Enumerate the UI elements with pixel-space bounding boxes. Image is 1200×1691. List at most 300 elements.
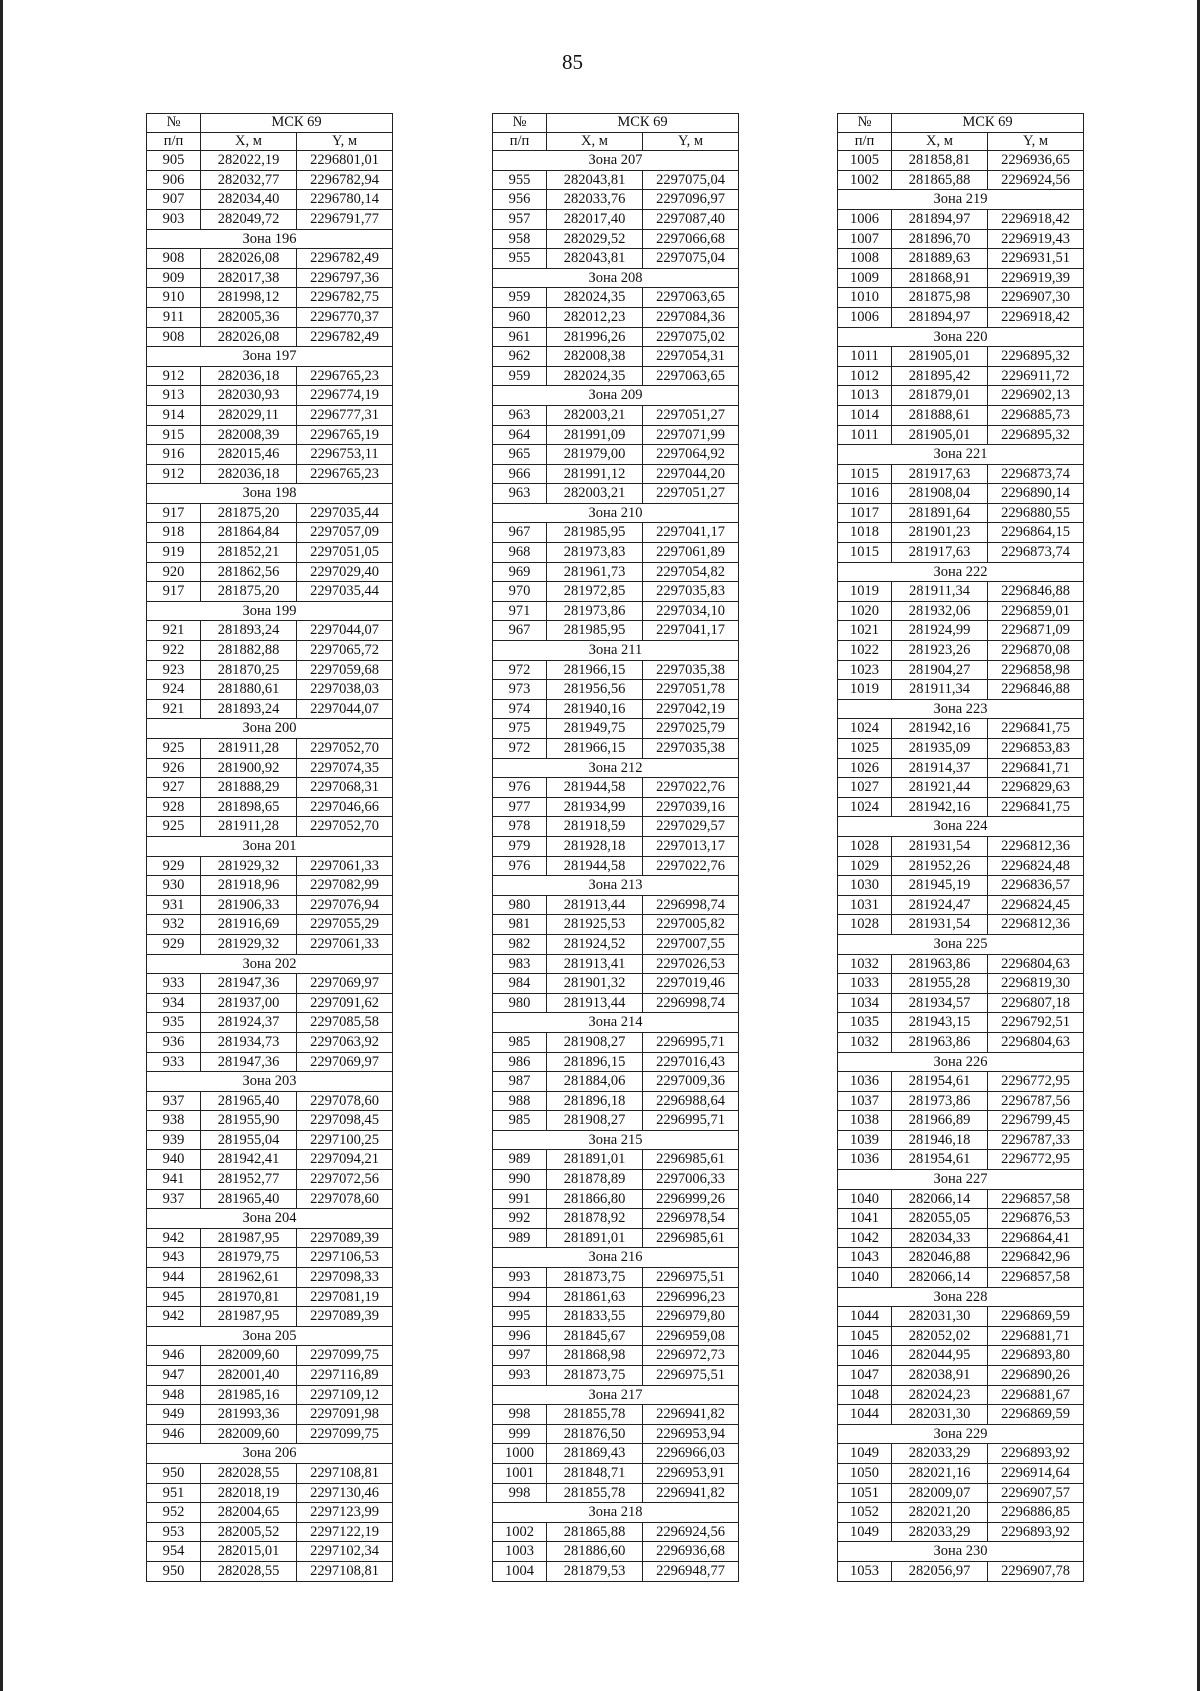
table-row bbox=[838, 680, 1084, 700]
table-row bbox=[493, 1424, 739, 1444]
x-coordinate: 282003,21 bbox=[547, 484, 643, 504]
zone-row bbox=[838, 1424, 1084, 1444]
point-number: 946 bbox=[147, 1346, 201, 1366]
x-coordinate: 281913,41 bbox=[547, 954, 643, 974]
x-coordinate: 281916,69 bbox=[201, 915, 297, 935]
table-row bbox=[838, 1366, 1084, 1386]
x-coordinate: 281946,18 bbox=[892, 1130, 988, 1150]
y-coordinate: 2297005,82 bbox=[643, 915, 739, 935]
header-pp: п/п bbox=[493, 132, 547, 151]
table-row bbox=[838, 719, 1084, 739]
point-number: 997 bbox=[493, 1346, 547, 1366]
table-row bbox=[493, 1189, 739, 1209]
y-coordinate: 2297078,60 bbox=[297, 1091, 393, 1111]
table-row bbox=[493, 974, 739, 994]
zone-row bbox=[147, 954, 393, 974]
point-number: 1036 bbox=[838, 1150, 892, 1170]
x-coordinate: 281940,16 bbox=[547, 699, 643, 719]
point-number: 1024 bbox=[838, 797, 892, 817]
x-coordinate: 281942,41 bbox=[201, 1150, 297, 1170]
table-row bbox=[838, 1385, 1084, 1405]
table-row bbox=[147, 543, 393, 563]
zone-label: Зона 230 bbox=[838, 1542, 1084, 1562]
table-row bbox=[838, 915, 1084, 935]
x-coordinate: 281918,96 bbox=[201, 876, 297, 896]
point-number: 1042 bbox=[838, 1228, 892, 1248]
y-coordinate: 2296841,71 bbox=[988, 758, 1084, 778]
y-coordinate: 2297065,72 bbox=[297, 641, 393, 661]
y-coordinate: 2297042,19 bbox=[643, 699, 739, 719]
point-number: 960 bbox=[493, 307, 547, 327]
point-number: 1041 bbox=[838, 1209, 892, 1229]
table-row bbox=[493, 425, 739, 445]
y-coordinate: 2297035,38 bbox=[643, 739, 739, 759]
table-row bbox=[493, 209, 739, 229]
y-coordinate: 2296801,01 bbox=[297, 151, 393, 171]
y-coordinate: 2296782,49 bbox=[297, 327, 393, 347]
y-coordinate: 2297082,99 bbox=[297, 876, 393, 896]
header-num: № bbox=[147, 114, 201, 133]
table-row bbox=[838, 1561, 1084, 1581]
x-coordinate: 282024,35 bbox=[547, 288, 643, 308]
y-coordinate: 2297078,60 bbox=[297, 1189, 393, 1209]
x-coordinate: 282008,39 bbox=[201, 425, 297, 445]
x-coordinate: 281873,75 bbox=[547, 1366, 643, 1386]
point-number: 919 bbox=[147, 543, 201, 563]
table-row bbox=[493, 915, 739, 935]
zone-label: Зона 225 bbox=[838, 934, 1084, 954]
table-row bbox=[147, 1542, 393, 1562]
y-coordinate: 2296782,75 bbox=[297, 288, 393, 308]
y-coordinate: 2296893,80 bbox=[988, 1346, 1084, 1366]
y-coordinate: 2297076,94 bbox=[297, 895, 393, 915]
y-coordinate: 2297089,39 bbox=[297, 1228, 393, 1248]
table-row bbox=[493, 797, 739, 817]
table-row bbox=[838, 1091, 1084, 1111]
table-row bbox=[838, 503, 1084, 523]
x-coordinate: 282021,16 bbox=[892, 1463, 988, 1483]
x-coordinate: 281908,27 bbox=[547, 1111, 643, 1131]
y-coordinate: 2296936,65 bbox=[988, 151, 1084, 171]
y-coordinate: 2296919,43 bbox=[988, 229, 1084, 249]
zone-row bbox=[147, 601, 393, 621]
table-row bbox=[838, 1307, 1084, 1327]
zone-label: Зона 197 bbox=[147, 347, 393, 367]
x-coordinate: 281925,53 bbox=[547, 915, 643, 935]
point-number: 996 bbox=[493, 1326, 547, 1346]
point-number: 937 bbox=[147, 1091, 201, 1111]
point-number: 1036 bbox=[838, 1072, 892, 1092]
table-row bbox=[838, 1405, 1084, 1425]
x-coordinate: 282034,40 bbox=[201, 190, 297, 210]
x-coordinate: 281929,32 bbox=[201, 856, 297, 876]
x-coordinate: 281911,28 bbox=[201, 817, 297, 837]
y-coordinate: 2297100,25 bbox=[297, 1130, 393, 1150]
table-row bbox=[493, 1209, 739, 1229]
zone-label: Зона 229 bbox=[838, 1424, 1084, 1444]
table-row bbox=[147, 386, 393, 406]
table-row bbox=[838, 1228, 1084, 1248]
y-coordinate: 2296772,95 bbox=[988, 1150, 1084, 1170]
point-number: 911 bbox=[147, 307, 201, 327]
y-coordinate: 2297130,46 bbox=[297, 1483, 393, 1503]
zone-label: Зона 210 bbox=[493, 503, 739, 523]
x-coordinate: 281855,78 bbox=[547, 1405, 643, 1425]
point-number: 1037 bbox=[838, 1091, 892, 1111]
x-coordinate: 281954,61 bbox=[892, 1150, 988, 1170]
table-row bbox=[147, 1561, 393, 1581]
x-coordinate: 282004,65 bbox=[201, 1503, 297, 1523]
x-coordinate: 282056,97 bbox=[892, 1561, 988, 1581]
y-coordinate: 2296846,88 bbox=[988, 680, 1084, 700]
y-coordinate: 2297099,75 bbox=[297, 1346, 393, 1366]
y-coordinate: 2296774,19 bbox=[297, 386, 393, 406]
zone-row bbox=[493, 1248, 739, 1268]
x-coordinate: 281855,78 bbox=[547, 1483, 643, 1503]
header-x: X, м bbox=[547, 132, 643, 151]
table-row bbox=[493, 1326, 739, 1346]
table-row bbox=[493, 856, 739, 876]
table-row bbox=[493, 1287, 739, 1307]
y-coordinate: 2296841,75 bbox=[988, 797, 1084, 817]
zone-row bbox=[493, 876, 739, 896]
zone-label: Зона 223 bbox=[838, 699, 1084, 719]
table-row bbox=[147, 856, 393, 876]
table-row bbox=[493, 778, 739, 798]
point-number: 1052 bbox=[838, 1503, 892, 1523]
point-number: 1019 bbox=[838, 582, 892, 602]
table-row bbox=[147, 1189, 393, 1209]
y-coordinate: 2296836,57 bbox=[988, 876, 1084, 896]
y-coordinate: 2296857,58 bbox=[988, 1268, 1084, 1288]
point-number: 981 bbox=[493, 915, 547, 935]
zone-label: Зона 228 bbox=[838, 1287, 1084, 1307]
y-coordinate: 2296890,14 bbox=[988, 484, 1084, 504]
y-coordinate: 2297051,05 bbox=[297, 543, 393, 563]
y-coordinate: 2297106,53 bbox=[297, 1248, 393, 1268]
table-row bbox=[147, 366, 393, 386]
table-row bbox=[838, 1032, 1084, 1052]
y-coordinate: 2297109,12 bbox=[297, 1385, 393, 1405]
y-coordinate: 2296869,59 bbox=[988, 1307, 1084, 1327]
point-number: 999 bbox=[493, 1424, 547, 1444]
y-coordinate: 2296914,64 bbox=[988, 1463, 1084, 1483]
point-number: 1002 bbox=[838, 170, 892, 190]
table-row bbox=[147, 1170, 393, 1190]
x-coordinate: 281996,26 bbox=[547, 327, 643, 347]
table-row bbox=[493, 680, 739, 700]
table-row bbox=[838, 170, 1084, 190]
table-row bbox=[147, 993, 393, 1013]
y-coordinate: 2297064,92 bbox=[643, 445, 739, 465]
x-coordinate: 281987,95 bbox=[201, 1307, 297, 1327]
x-coordinate: 281937,00 bbox=[201, 993, 297, 1013]
y-coordinate: 2297108,81 bbox=[297, 1561, 393, 1581]
x-coordinate: 281861,63 bbox=[547, 1287, 643, 1307]
zone-row bbox=[493, 758, 739, 778]
table-row bbox=[147, 778, 393, 798]
x-coordinate: 281879,53 bbox=[547, 1561, 643, 1581]
x-coordinate: 281944,58 bbox=[547, 856, 643, 876]
x-coordinate: 282003,21 bbox=[547, 405, 643, 425]
table-row bbox=[147, 1248, 393, 1268]
table-row bbox=[147, 582, 393, 602]
table-row bbox=[147, 327, 393, 347]
point-number: 920 bbox=[147, 562, 201, 582]
table-row bbox=[493, 190, 739, 210]
table-row bbox=[147, 445, 393, 465]
zone-row bbox=[838, 445, 1084, 465]
zone-label: Зона 196 bbox=[147, 229, 393, 249]
table-row bbox=[147, 405, 393, 425]
table-row bbox=[493, 170, 739, 190]
point-number: 956 bbox=[493, 190, 547, 210]
y-coordinate: 2296804,63 bbox=[988, 1032, 1084, 1052]
point-number: 940 bbox=[147, 1150, 201, 1170]
point-number: 1006 bbox=[838, 209, 892, 229]
point-number: 1011 bbox=[838, 425, 892, 445]
x-coordinate: 281891,64 bbox=[892, 503, 988, 523]
point-number: 1044 bbox=[838, 1307, 892, 1327]
zone-row bbox=[838, 190, 1084, 210]
x-coordinate: 281934,57 bbox=[892, 993, 988, 1013]
point-number: 954 bbox=[147, 1542, 201, 1562]
table-row bbox=[493, 1463, 739, 1483]
table-row bbox=[147, 1091, 393, 1111]
point-number: 973 bbox=[493, 680, 547, 700]
point-number: 939 bbox=[147, 1130, 201, 1150]
x-coordinate: 281878,92 bbox=[547, 1209, 643, 1229]
y-coordinate: 2297035,44 bbox=[297, 503, 393, 523]
x-coordinate: 282049,72 bbox=[201, 209, 297, 229]
zone-label: Зона 199 bbox=[147, 601, 393, 621]
table-row bbox=[838, 641, 1084, 661]
y-coordinate: 2296864,15 bbox=[988, 523, 1084, 543]
x-coordinate: 281894,97 bbox=[892, 209, 988, 229]
point-number: 935 bbox=[147, 1013, 201, 1033]
point-number: 945 bbox=[147, 1287, 201, 1307]
point-number: 912 bbox=[147, 366, 201, 386]
x-coordinate: 282009,60 bbox=[201, 1346, 297, 1366]
point-number: 959 bbox=[493, 288, 547, 308]
y-coordinate: 2297063,65 bbox=[643, 288, 739, 308]
y-coordinate: 2296791,77 bbox=[297, 209, 393, 229]
x-coordinate: 281905,01 bbox=[892, 347, 988, 367]
table-row bbox=[493, 229, 739, 249]
x-coordinate: 281935,09 bbox=[892, 739, 988, 759]
y-coordinate: 2296853,83 bbox=[988, 739, 1084, 759]
x-coordinate: 281970,81 bbox=[201, 1287, 297, 1307]
x-coordinate: 281991,12 bbox=[547, 464, 643, 484]
point-number: 923 bbox=[147, 660, 201, 680]
zone-label: Зона 219 bbox=[838, 190, 1084, 210]
point-number: 962 bbox=[493, 347, 547, 367]
y-coordinate: 2296782,94 bbox=[297, 170, 393, 190]
table-row bbox=[147, 974, 393, 994]
y-coordinate: 2297075,04 bbox=[643, 170, 739, 190]
point-number: 952 bbox=[147, 1503, 201, 1523]
zone-label: Зона 222 bbox=[838, 562, 1084, 582]
point-number: 949 bbox=[147, 1405, 201, 1425]
point-number: 932 bbox=[147, 915, 201, 935]
zone-label: Зона 201 bbox=[147, 836, 393, 856]
header-x: X, м bbox=[201, 132, 297, 151]
y-coordinate: 2296979,80 bbox=[643, 1307, 739, 1327]
x-coordinate: 281961,73 bbox=[547, 562, 643, 582]
header-row bbox=[147, 114, 393, 133]
x-coordinate: 281904,27 bbox=[892, 660, 988, 680]
y-coordinate: 2296966,03 bbox=[643, 1444, 739, 1464]
point-number: 991 bbox=[493, 1189, 547, 1209]
header-row bbox=[493, 114, 739, 133]
y-coordinate: 2297022,76 bbox=[643, 856, 739, 876]
table-row bbox=[493, 582, 739, 602]
point-number: 977 bbox=[493, 797, 547, 817]
y-coordinate: 2296876,53 bbox=[988, 1209, 1084, 1229]
y-coordinate: 2297054,82 bbox=[643, 562, 739, 582]
x-coordinate: 281894,97 bbox=[892, 307, 988, 327]
y-coordinate: 2297057,09 bbox=[297, 523, 393, 543]
y-coordinate: 2296871,09 bbox=[988, 621, 1084, 641]
x-coordinate: 281889,63 bbox=[892, 249, 988, 269]
point-number: 1000 bbox=[493, 1444, 547, 1464]
x-coordinate: 282044,95 bbox=[892, 1346, 988, 1366]
y-coordinate: 2296873,74 bbox=[988, 543, 1084, 563]
table-row bbox=[493, 405, 739, 425]
x-coordinate: 282046,88 bbox=[892, 1248, 988, 1268]
x-coordinate: 281858,81 bbox=[892, 151, 988, 171]
x-coordinate: 282024,23 bbox=[892, 1385, 988, 1405]
x-coordinate: 282043,81 bbox=[547, 249, 643, 269]
y-coordinate: 2297098,45 bbox=[297, 1111, 393, 1131]
y-coordinate: 2296918,42 bbox=[988, 307, 1084, 327]
x-coordinate: 281911,34 bbox=[892, 582, 988, 602]
table-row bbox=[838, 1463, 1084, 1483]
table-row bbox=[838, 739, 1084, 759]
point-number: 993 bbox=[493, 1268, 547, 1288]
point-number: 974 bbox=[493, 699, 547, 719]
x-coordinate: 281901,32 bbox=[547, 974, 643, 994]
coordinates-table bbox=[146, 113, 393, 1582]
zone-label: Зона 215 bbox=[493, 1130, 739, 1150]
y-coordinate: 2296864,41 bbox=[988, 1228, 1084, 1248]
point-number: 1006 bbox=[838, 307, 892, 327]
table-row bbox=[147, 1268, 393, 1288]
header-x: X, м bbox=[892, 132, 988, 151]
point-number: 1002 bbox=[493, 1522, 547, 1542]
x-coordinate: 281901,23 bbox=[892, 523, 988, 543]
table-row bbox=[147, 151, 393, 171]
y-coordinate: 2297044,07 bbox=[297, 699, 393, 719]
point-number: 967 bbox=[493, 621, 547, 641]
y-coordinate: 2296787,33 bbox=[988, 1130, 1084, 1150]
y-coordinate: 2297041,17 bbox=[643, 523, 739, 543]
table-row bbox=[493, 1032, 739, 1052]
table-row bbox=[838, 993, 1084, 1013]
table-row bbox=[147, 1522, 393, 1542]
table-row bbox=[493, 699, 739, 719]
header-y: Y, м bbox=[988, 132, 1084, 151]
table-row bbox=[493, 836, 739, 856]
point-number: 1053 bbox=[838, 1561, 892, 1581]
point-number: 972 bbox=[493, 660, 547, 680]
table-row bbox=[493, 1405, 739, 1425]
zone-row bbox=[147, 719, 393, 739]
header-row bbox=[838, 114, 1084, 133]
x-coordinate: 281875,98 bbox=[892, 288, 988, 308]
zone-row bbox=[838, 699, 1084, 719]
x-coordinate: 281942,16 bbox=[892, 719, 988, 739]
y-coordinate: 2296911,72 bbox=[988, 366, 1084, 386]
y-coordinate: 2296885,73 bbox=[988, 405, 1084, 425]
y-coordinate: 2296941,82 bbox=[643, 1405, 739, 1425]
point-number: 908 bbox=[147, 249, 201, 269]
point-number: 948 bbox=[147, 1385, 201, 1405]
y-coordinate: 2296895,32 bbox=[988, 425, 1084, 445]
point-number: 927 bbox=[147, 778, 201, 798]
point-number: 989 bbox=[493, 1228, 547, 1248]
point-number: 1013 bbox=[838, 386, 892, 406]
table-row bbox=[147, 288, 393, 308]
point-number: 957 bbox=[493, 209, 547, 229]
table-row bbox=[493, 484, 739, 504]
point-number: 972 bbox=[493, 739, 547, 759]
y-coordinate: 2296881,67 bbox=[988, 1385, 1084, 1405]
table-row bbox=[838, 1013, 1084, 1033]
point-number: 1001 bbox=[493, 1463, 547, 1483]
y-coordinate: 2297019,46 bbox=[643, 974, 739, 994]
point-number: 1007 bbox=[838, 229, 892, 249]
point-number: 905 bbox=[147, 151, 201, 171]
point-number: 929 bbox=[147, 856, 201, 876]
point-number: 998 bbox=[493, 1483, 547, 1503]
y-coordinate: 2296824,48 bbox=[988, 856, 1084, 876]
zone-label: Зона 206 bbox=[147, 1444, 393, 1464]
point-number: 1039 bbox=[838, 1130, 892, 1150]
table-row bbox=[838, 484, 1084, 504]
point-number: 928 bbox=[147, 797, 201, 817]
x-coordinate: 281943,15 bbox=[892, 1013, 988, 1033]
x-coordinate: 281913,44 bbox=[547, 993, 643, 1013]
table-row bbox=[838, 895, 1084, 915]
point-number: 942 bbox=[147, 1307, 201, 1327]
y-coordinate: 2297061,33 bbox=[297, 856, 393, 876]
x-coordinate: 281891,01 bbox=[547, 1228, 643, 1248]
point-number: 1027 bbox=[838, 778, 892, 798]
table-row bbox=[147, 1366, 393, 1386]
zone-label: Зона 207 bbox=[493, 151, 739, 171]
y-coordinate: 2297055,29 bbox=[297, 915, 393, 935]
x-coordinate: 281949,75 bbox=[547, 719, 643, 739]
x-coordinate: 281965,40 bbox=[201, 1091, 297, 1111]
table-row bbox=[838, 1503, 1084, 1523]
table-row bbox=[838, 601, 1084, 621]
table-row bbox=[493, 1268, 739, 1288]
y-coordinate: 2297034,10 bbox=[643, 601, 739, 621]
table-row bbox=[147, 249, 393, 269]
y-coordinate: 2296959,08 bbox=[643, 1326, 739, 1346]
y-coordinate: 2296985,61 bbox=[643, 1150, 739, 1170]
table-row bbox=[147, 1287, 393, 1307]
point-number: 922 bbox=[147, 641, 201, 661]
zone-label: Зона 213 bbox=[493, 876, 739, 896]
y-coordinate: 2296881,71 bbox=[988, 1326, 1084, 1346]
point-number: 943 bbox=[147, 1248, 201, 1268]
table-row bbox=[493, 1542, 739, 1562]
point-number: 976 bbox=[493, 778, 547, 798]
x-coordinate: 282034,33 bbox=[892, 1228, 988, 1248]
point-number: 998 bbox=[493, 1405, 547, 1425]
